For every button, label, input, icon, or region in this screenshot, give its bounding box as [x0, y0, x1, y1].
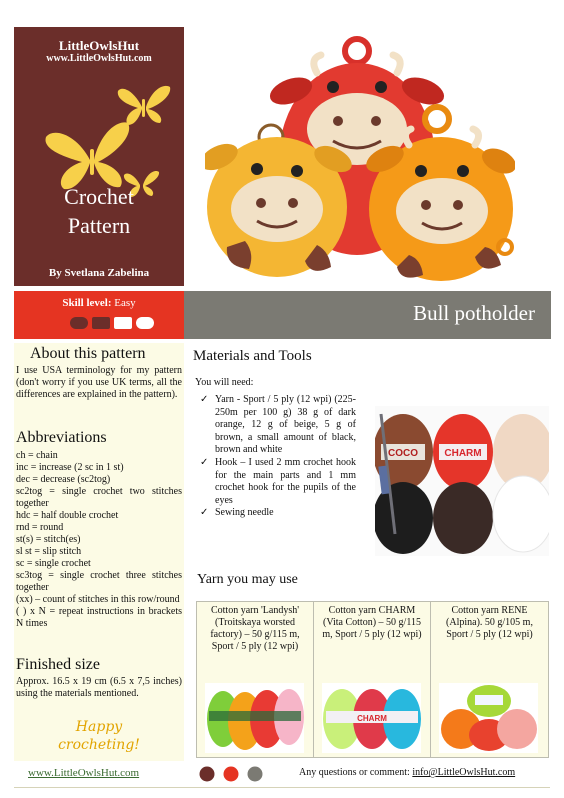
abbreviation-item: rnd = round: [16, 522, 64, 533]
materials-intro: You will need:: [195, 377, 254, 388]
bull-potholder-photo: [205, 29, 515, 287]
yarn-option-text: Cotton yarn CHARM (Vita Cotton) – 50 g/115 m, Sport / 5 ply (12 wpi): [322, 605, 422, 640]
abbreviation-item: sc2tog = single crochet two stitches together: [16, 486, 182, 509]
author-name: By Svetlana Zabelina: [48, 267, 150, 279]
check-icon: ✓: [200, 394, 209, 405]
happy-crocheting: [14, 718, 184, 754]
coco-label: COCO: [388, 448, 418, 459]
footer-color-dot: [248, 767, 263, 782]
yarn-option-text: Cotton yarn RENE (Alpina). 50 g/105 m, Sport / 5 ply (12 wpi): [446, 605, 533, 640]
skill-level-bar: [14, 291, 184, 339]
material-item: [200, 394, 356, 457]
pattern-title-bar: [184, 291, 551, 339]
abbreviation-item: sc3tog = single crochet three stitches together: [16, 570, 182, 593]
abbreviation-item: st(s) = stitch(es): [16, 534, 81, 545]
landysh-yarn-photo: [205, 683, 304, 753]
happy-line2: crocheting!: [58, 737, 140, 753]
footer-color-dot: [224, 767, 239, 782]
yarn-option-charm: [314, 602, 431, 757]
abbreviation-item: ch = chain: [16, 450, 58, 461]
yarn-option-landysh: [197, 602, 314, 757]
check-icon: ✓: [200, 456, 209, 468]
yarn-option-rene: [431, 602, 548, 757]
charm-label: CHARM: [444, 448, 482, 459]
abbreviation-item: ( ) x N = repeat instructions in brackets N times: [16, 606, 182, 629]
abbreviation-item: sl st = slip stitch: [16, 546, 82, 557]
brand-name: LittleOwlsHut: [58, 38, 140, 53]
footer-color-dot: [200, 767, 215, 782]
abbreviation-item: hdc = half double crochet: [16, 510, 119, 521]
skill-level-label: Skill level:: [62, 297, 112, 309]
material-item: [200, 457, 356, 507]
material-item-text: Hook – I used 2 mm crochet hook for the main parts and 1 mm crochet hook for the pupils of the eyes: [215, 456, 356, 506]
yellow-bull-illustration: [205, 125, 356, 277]
about-heading: About this pattern: [30, 345, 146, 362]
skill-pill-empty: [114, 317, 132, 329]
yarn-options-table: [196, 601, 549, 758]
left-info-column: [14, 343, 184, 761]
footer-color-dots-icon: [199, 766, 263, 782]
yarn-materials-photo: [375, 406, 549, 556]
rene-yarn-photo: [439, 683, 538, 753]
abbreviations-list: [16, 450, 182, 630]
brand-panel: [14, 27, 184, 286]
brand-url[interactable]: www.LittleOwlsHut.com: [46, 53, 152, 64]
contact-label: Any questions or comment:: [299, 767, 410, 778]
abbreviation-item: dec = decrease (sc2tog): [16, 474, 111, 485]
yarn-option-text: Cotton yarn 'Landysh' (Troitskaya worsted factory) – 50 g/115 m, Sport / 5 ply (12 wpi): [210, 605, 300, 652]
skill-pill-empty: [136, 317, 154, 329]
charm-yarn-photo: [322, 683, 421, 753]
materials-list: [200, 394, 356, 520]
footer-contact: [299, 767, 515, 778]
skill-level: [14, 297, 184, 309]
cover-title-line2: Pattern: [67, 213, 131, 238]
abbreviation-item: sc = single crochet: [16, 558, 91, 569]
pattern-title: Bull potholder: [413, 301, 535, 325]
material-item: [200, 507, 356, 520]
charm-label: CHARM: [357, 714, 387, 723]
happy-line1: Happy: [75, 719, 123, 735]
yarn-options-heading: Yarn you may use: [197, 572, 298, 587]
abbreviation-item: (xx) – count of stitches in this row/round: [16, 594, 180, 605]
materials-heading: Materials and Tools: [193, 348, 312, 364]
skill-level-meter-icon: [70, 316, 160, 330]
cover-title-line1: Crochet: [64, 184, 134, 209]
finished-size-heading: Finished size: [16, 656, 100, 673]
contact-email-link[interactable]: info@LittleOwlsHut.com: [412, 767, 516, 778]
skill-pill-filled: [70, 317, 88, 329]
finished-size-text: Approx. 16.5 x 19 cm (6.5 x 7,5 inches) using the materials mentioned.: [16, 676, 182, 699]
abbreviation-item: inc = increase (2 sc in 1 st): [16, 462, 124, 473]
material-item-text: Sewing needle: [215, 507, 274, 519]
abbreviations-heading: Abbreviations: [16, 429, 107, 446]
footer-divider: [14, 787, 550, 788]
check-icon: ✓: [200, 507, 209, 519]
skill-pill-filled: [92, 317, 110, 329]
skill-level-value: Easy: [114, 297, 136, 309]
footer-website-link[interactable]: www.LittleOwlsHut.com: [28, 767, 140, 779]
material-item-text: Yarn - Sport / 5 ply (12 wpi) (225-250m per 100 g) 38 g of dark orange, 12 g of beige, 5 g of brown, a small amount of black, brown and white: [215, 394, 356, 456]
about-text: I use USA terminology for my pattern (don't worry if you use UK terms, all the differences are explained in the pattern).: [16, 365, 182, 400]
